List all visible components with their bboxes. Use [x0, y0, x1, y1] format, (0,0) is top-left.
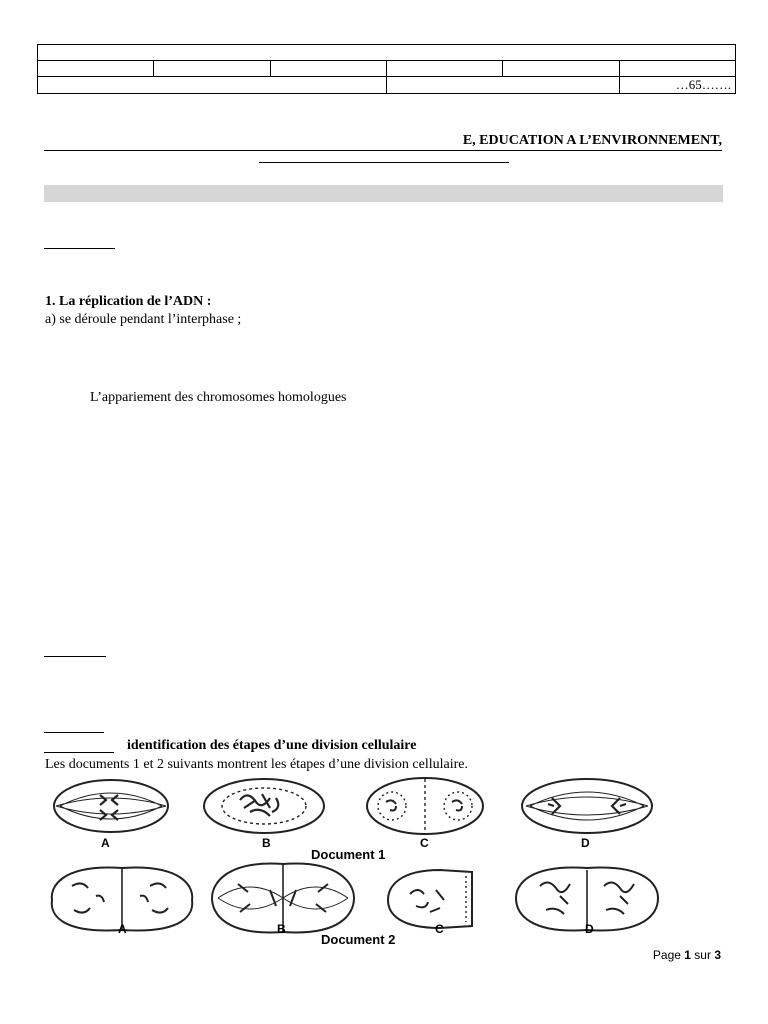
doc1-cell-b [204, 779, 324, 833]
doc2-label-a: A [118, 922, 127, 936]
doc1-cell-a [54, 780, 168, 832]
question1-heading: 1. La réplication de l’ADN : [45, 294, 212, 309]
page-word: Page [652, 948, 681, 962]
doc1-label-c: C [420, 836, 429, 850]
item-appariement: L’appariement des chromosomes homologues [90, 390, 347, 405]
doc2-label-d: D [585, 922, 594, 936]
doc1-label-d: D [581, 836, 590, 850]
of-word: sur [694, 948, 711, 962]
exercise-intro: Les documents 1 et 2 suivants montrent les étapes d’une division cellulaire. [45, 757, 469, 772]
doc2-cell-c [388, 870, 472, 928]
doc2-label-b: B [277, 922, 286, 936]
score-cell: …65……. [619, 77, 735, 94]
doc1-cell-d [522, 779, 652, 833]
page-current: 1 [684, 948, 691, 962]
doc1-label-b: B [262, 836, 271, 850]
document2-caption: Document 2 [321, 932, 396, 947]
doc1-cell-c [367, 778, 483, 834]
page-title: E, EDUCATION A L’ENVIRONNEMENT, [44, 133, 722, 151]
exercise-heading: identification des étapes d’une division cellulaire [127, 738, 417, 753]
doc2-label-c: C [435, 922, 444, 936]
document1-caption: Document 1 [311, 847, 386, 862]
page-number [653, 948, 721, 962]
page-total: 3 [714, 948, 721, 962]
question1-option-a: a) se déroule pendant l’interphase ; [45, 312, 242, 327]
doc1-label-a: A [101, 836, 110, 850]
